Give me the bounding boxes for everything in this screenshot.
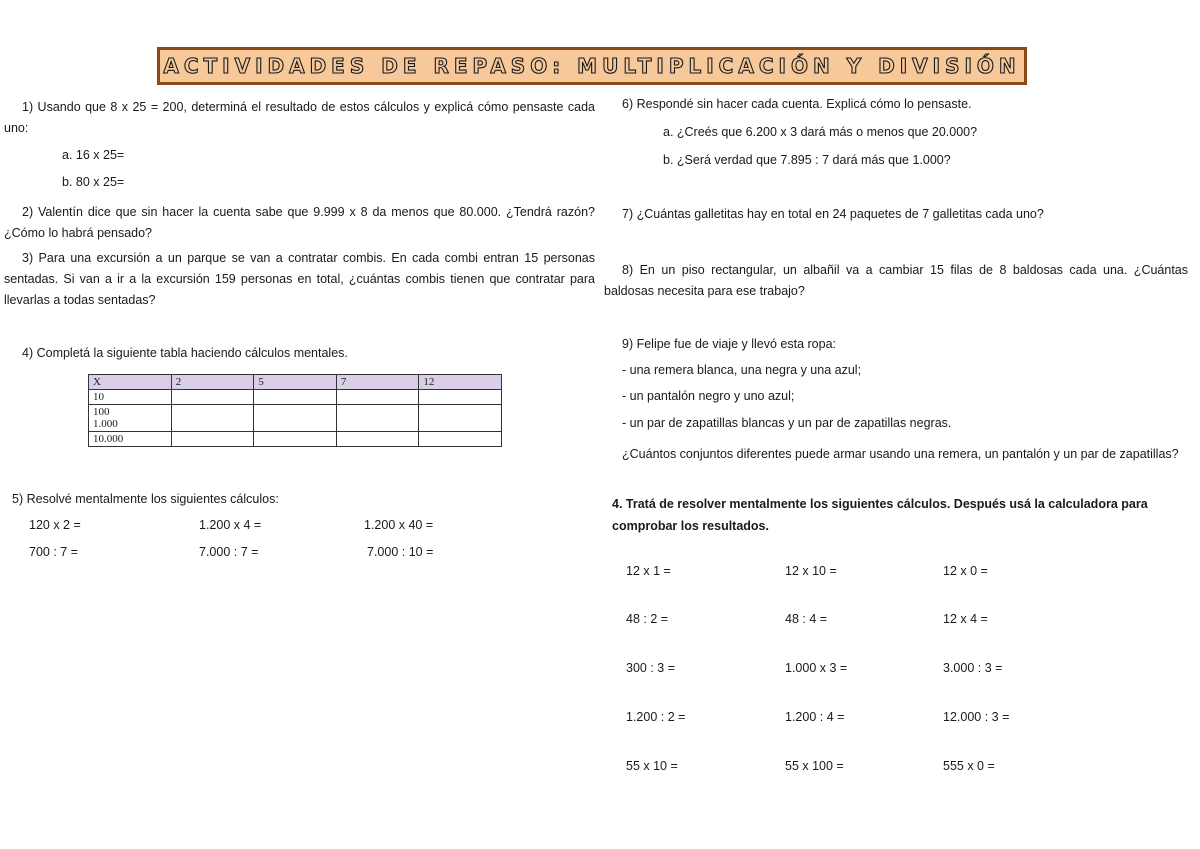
table-empty-cell[interactable] (171, 390, 254, 405)
table-row (89, 405, 502, 432)
table-row (89, 432, 502, 447)
multiplication-table (88, 374, 502, 447)
calc-item: 1.200 : 2 = (626, 710, 686, 724)
question-1-item-b: b. 80 x 25= (62, 175, 125, 189)
question-4-text: 4) Completá la siguiente tabla haciendo cálculos mentales. (22, 346, 348, 360)
table-empty-cell[interactable] (336, 432, 419, 447)
question-5-text: 5) Resolvé mentalmente los siguientes cálculos: (12, 492, 279, 506)
table-row-label-line: 100 (93, 406, 110, 418)
question-7-text: 7) ¿Cuántas galletitas hay en total en 24 paquetes de 7 galletitas cada uno? (622, 207, 1044, 221)
table-empty-cell[interactable] (254, 405, 337, 432)
question-9-item: - una remera blanca, una negra y una azul; (622, 363, 862, 377)
question-8-text: 8) En un piso rectangular, un albañil va a cambiar 15 filas de 8 baldosas cada una. ¿Cuántas baldosas necesita para ese trabajo? (604, 263, 1188, 298)
table-row-label: 10.000 (89, 432, 172, 447)
calc-item: 55 x 100 = (785, 759, 844, 773)
calc-item: 12.000 : 3 = (943, 710, 1010, 724)
question-6-item-a: a. ¿Creés que 6.200 x 3 dará más o menos que 20.000? (663, 125, 978, 139)
title-banner (157, 47, 1027, 85)
table-empty-cell[interactable] (171, 432, 254, 447)
table-row (89, 390, 502, 405)
page-title: ACTIVIDADES DE REPASO: MULTIPLICACIÓN Y DIVISIÓN (163, 54, 1021, 78)
table-header-cell: 7 (336, 375, 419, 390)
calc-item: 1.200 : 4 = (785, 710, 845, 724)
calc-item: 3.000 : 3 = (943, 661, 1003, 675)
table-empty-cell[interactable] (336, 390, 419, 405)
question-6-text: 6) Respondé sin hacer cada cuenta. Explicá cómo lo pensaste. (622, 97, 972, 111)
table-header-cell: X (89, 375, 172, 390)
table-header-cell: 2 (171, 375, 254, 390)
table-empty-cell[interactable] (419, 432, 502, 447)
table-empty-cell[interactable] (254, 432, 337, 447)
table-empty-cell[interactable] (171, 405, 254, 432)
question-9-question: ¿Cuántos conjuntos diferentes puede armar usando una remera, un pantalón y un par de zapatillas? (622, 447, 1179, 461)
question-9-item: - un par de zapatillas blancas y un par de zapatillas negras. (622, 416, 952, 430)
calc-item: 555 x 0 = (943, 759, 995, 773)
calc-item: 7.000 : 7 = (199, 545, 259, 559)
calc-item: 55 x 10 = (626, 759, 678, 773)
question-9-item: - un pantalón negro y uno azul; (622, 389, 795, 403)
calc-item: 1.200 x 40 = (364, 518, 434, 532)
table-row-label-line: 1.000 (93, 418, 118, 430)
question-2-text: 2) Valentín dice que sin hacer la cuenta sabe que 9.999 x 8 da menos que 80.000. ¿Tendrá razón? ¿Cómo lo habrá pensado? (4, 205, 595, 240)
table-empty-cell[interactable] (336, 405, 419, 432)
calc-item: 1.000 x 3 = (785, 661, 848, 675)
question-3-text: 3) Para una excursión a un parque se van a contratar combis. En cada combi entran 15 personas sentadas. Si van a ir a la excursión 159 personas en total, ¿cuántas combis tienen que contratar para llevarlas a todas sentadas? (4, 251, 595, 307)
question-6-item-b: b. ¿Será verdad que 7.895 : 7 dará más que 1.000? (663, 153, 951, 167)
calc-item: 1.200 x 4 = (199, 518, 262, 532)
table-empty-cell[interactable] (419, 390, 502, 405)
table-row-label (89, 405, 172, 432)
calc-item: 48 : 2 = (626, 612, 669, 626)
table-header-cell: 5 (254, 375, 337, 390)
mental-calc-instructions: 4. Tratá de resolver mentalmente los siguientes cálculos. Después usá la calculadora para comprobar los resultados. (612, 497, 1148, 533)
calc-item: 12 x 0 = (943, 564, 988, 578)
table-row-label: 10 (89, 390, 172, 405)
calc-item: 120 x 2 = (29, 518, 81, 532)
calc-item: 12 x 4 = (943, 612, 988, 626)
table-empty-cell[interactable] (419, 405, 502, 432)
table-header-cell: 12 (419, 375, 502, 390)
calc-item: 12 x 1 = (626, 564, 671, 578)
calc-item: 700 : 7 = (29, 545, 78, 559)
question-1-text: 1) Usando que 8 x 25 = 200, determiná el resultado de estos cálculos y explicá cómo pensaste cada uno: (4, 100, 595, 135)
calc-item: 12 x 10 = (785, 564, 837, 578)
calc-item: 300 : 3 = (626, 661, 675, 675)
calc-item: 7.000 : 10 = (367, 545, 434, 559)
table-header-row (89, 375, 502, 390)
table-empty-cell[interactable] (254, 390, 337, 405)
calc-item: 48 : 4 = (785, 612, 828, 626)
question-9-text: 9) Felipe fue de viaje y llevó esta ropa: (622, 337, 837, 351)
question-1-item-a: a. 16 x 25= (62, 148, 125, 162)
